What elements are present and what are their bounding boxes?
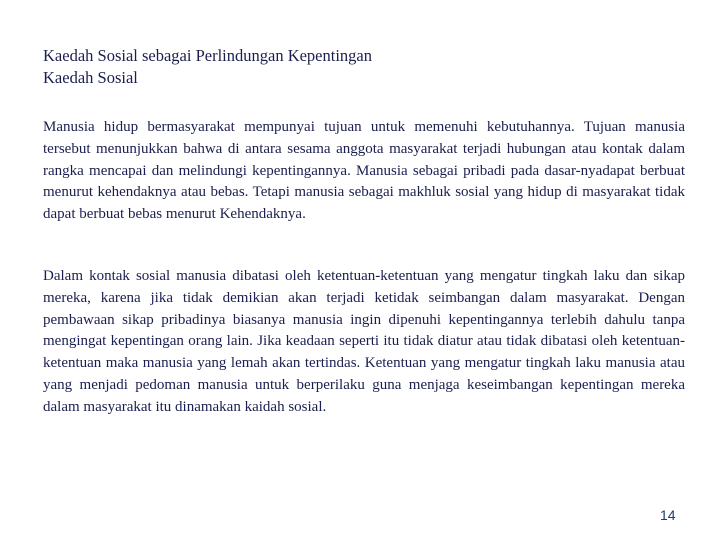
slide-title: Kaedah Sosial sebagai Perlindungan Kepentingan [43,46,372,65]
title-block [43,45,683,89]
body-paragraph-2: Dalam kontak sosial manusia dibatasi oleh ketentuan-ketentuan yang mengatur tingkah laku dan sikap mereka, karena jika tidak demikian akan terjadi ketidak seimbangan dalam masyarakat. Dengan pembawaan sikap pribadinya biasanya manusia ingin dipenuhi kepentingannya terlebih dahulu tanpa mengingat kepentingan orang lain. Jika keadaan seperti itu tidak diatur atau tidak dibatasi oleh ketentuan-ketentuan maka manusia yang lemah akan tertindas. Ketentuan yang mengatur tingkah laku manusia atau yang menjadi pedoman manusia untuk berperilaku guna menjaga keseimbangan kepentingan mereka dalam masyarakat itu dinamakan kaidah sosial. [43,268,685,415]
slide-subtitle: Kaedah Sosial [43,68,138,87]
body-paragraph-1: Manusia hidup bermasyarakat mempunyai tujuan untuk memenuhi kebutuhannya. Tujuan manusia tersebut menunjukkan bahwa di antara sesama anggota masyarakat terjadi hubungan atau kontak dalam rangka mencapai dan melindungi kepentingannya. Manusia sebagai pribadi pada dasar-nyadapat berbuat menurut kehendaknya atau bebas. Tetapi manusia sebagai makhluk sosial yang hidup di masyarakat tidak dapat berbuat bebas menurut Kehendaknya. [43,119,685,223]
page-number: 14 [660,507,676,523]
